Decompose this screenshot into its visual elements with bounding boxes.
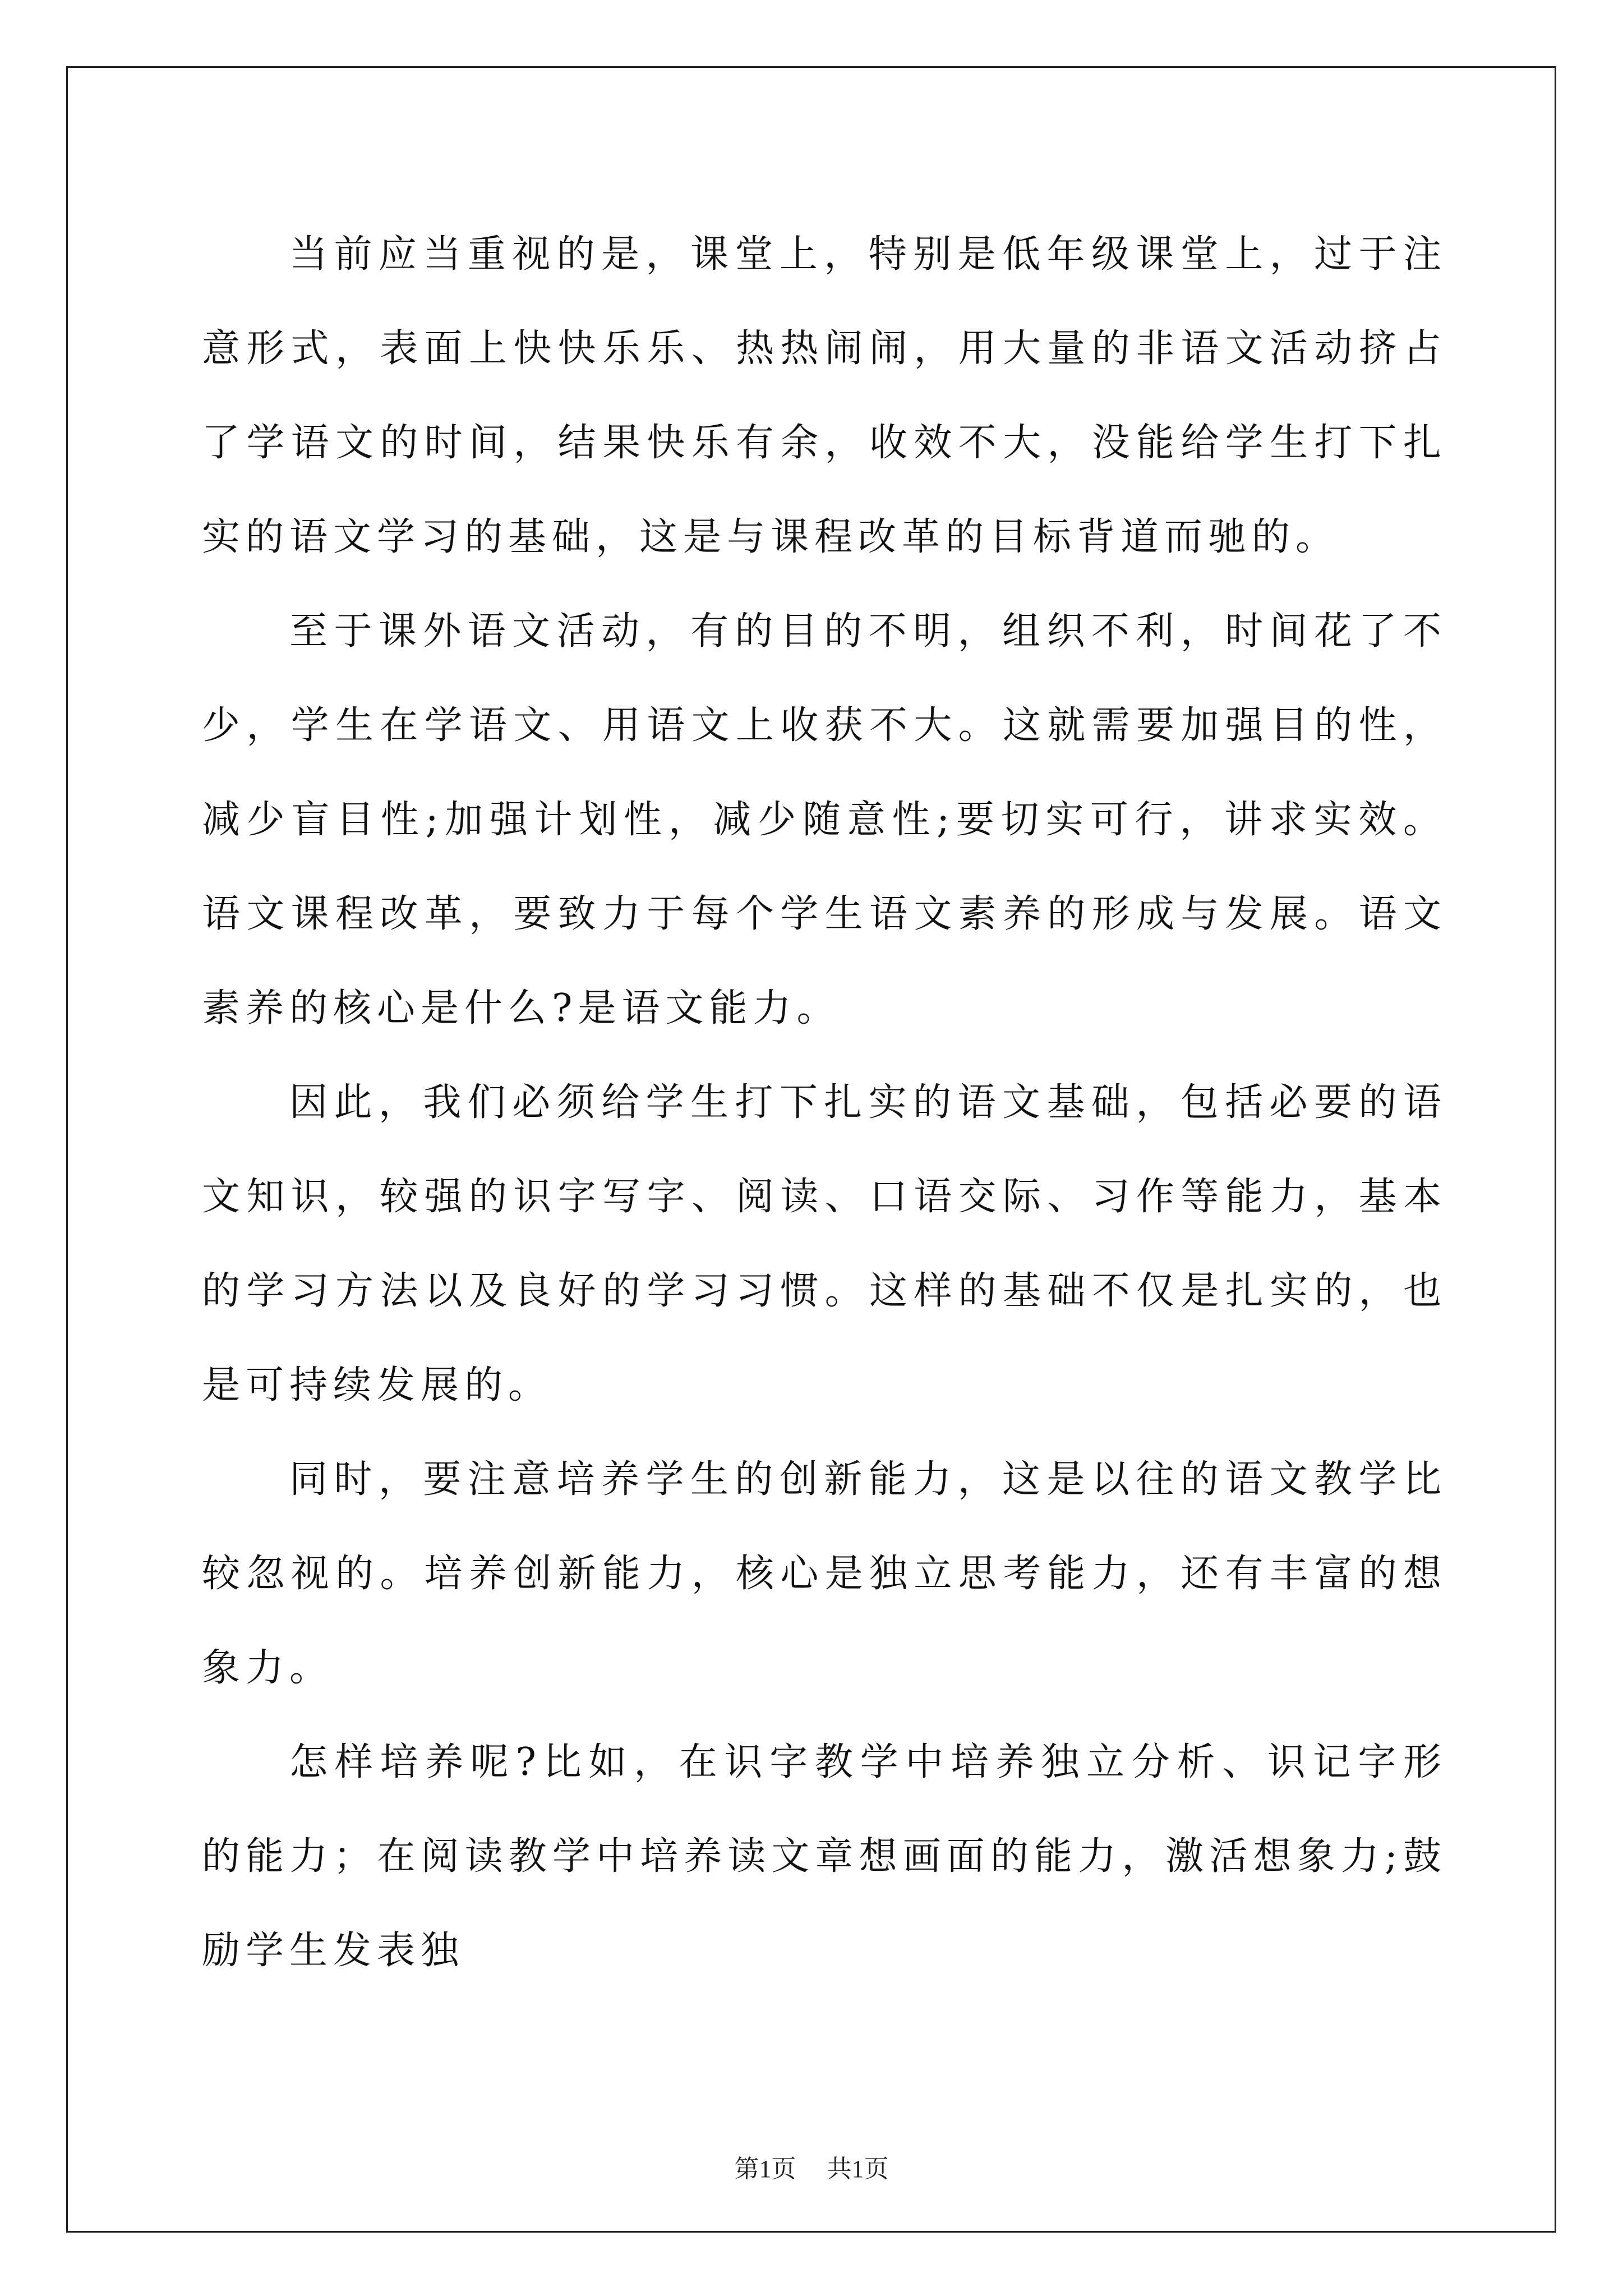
paragraph-5: 怎样培养呢?比如，在识字教学中培养独立分析、识记字形的能力；在阅读教学中培养读文章想画面的能力，激活想象力;鼓励学生发表独 — [202, 1740, 1447, 1973]
paragraph-2: 至于课外语文活动，有的目的不明，组织不利，时间花了不少，学生在学语文、用语文上收获不大。这就需要加强目的性，减少盲目性;加强计划性，减少随意性;要切实可行，讲求实效。语文课程改革，要致力于每个学生语文素养的形成与发展。语文素养的核心是什么?是语文能力。 — [202, 609, 1447, 1030]
document-body — [202, 208, 1447, 1998]
page-footer — [0, 2148, 1623, 2184]
paragraph-4: 同时，要注意培养学生的创新能力，这是以往的语文教学比较忽视的。培养创新能力，核心是独立思考能力，还有丰富的想象力。 — [202, 1457, 1447, 1690]
paragraph-1: 当前应当重视的是，课堂上，特别是低年级课堂上，过于注意形式，表面上快快乐乐、热热闹闹，用大量的非语文活动挤占了学语文的时间，结果快乐有余，收效不大，没能给学生打下扎实的语文学习的基础，这是与课程改革的目标背道而驰的。 — [202, 232, 1447, 559]
paragraph-3: 因此，我们必须给学生打下扎实的语文基础，包括必要的语文知识，较强的识字写字、阅读、口语交际、习作等能力，基本的学习方法以及良好的学习习惯。这样的基础不仅是扎实的，也是可持续发展的。 — [202, 1080, 1447, 1407]
page-number: 第1页 — [734, 2155, 796, 2183]
page-total: 共1页 — [827, 2155, 889, 2183]
